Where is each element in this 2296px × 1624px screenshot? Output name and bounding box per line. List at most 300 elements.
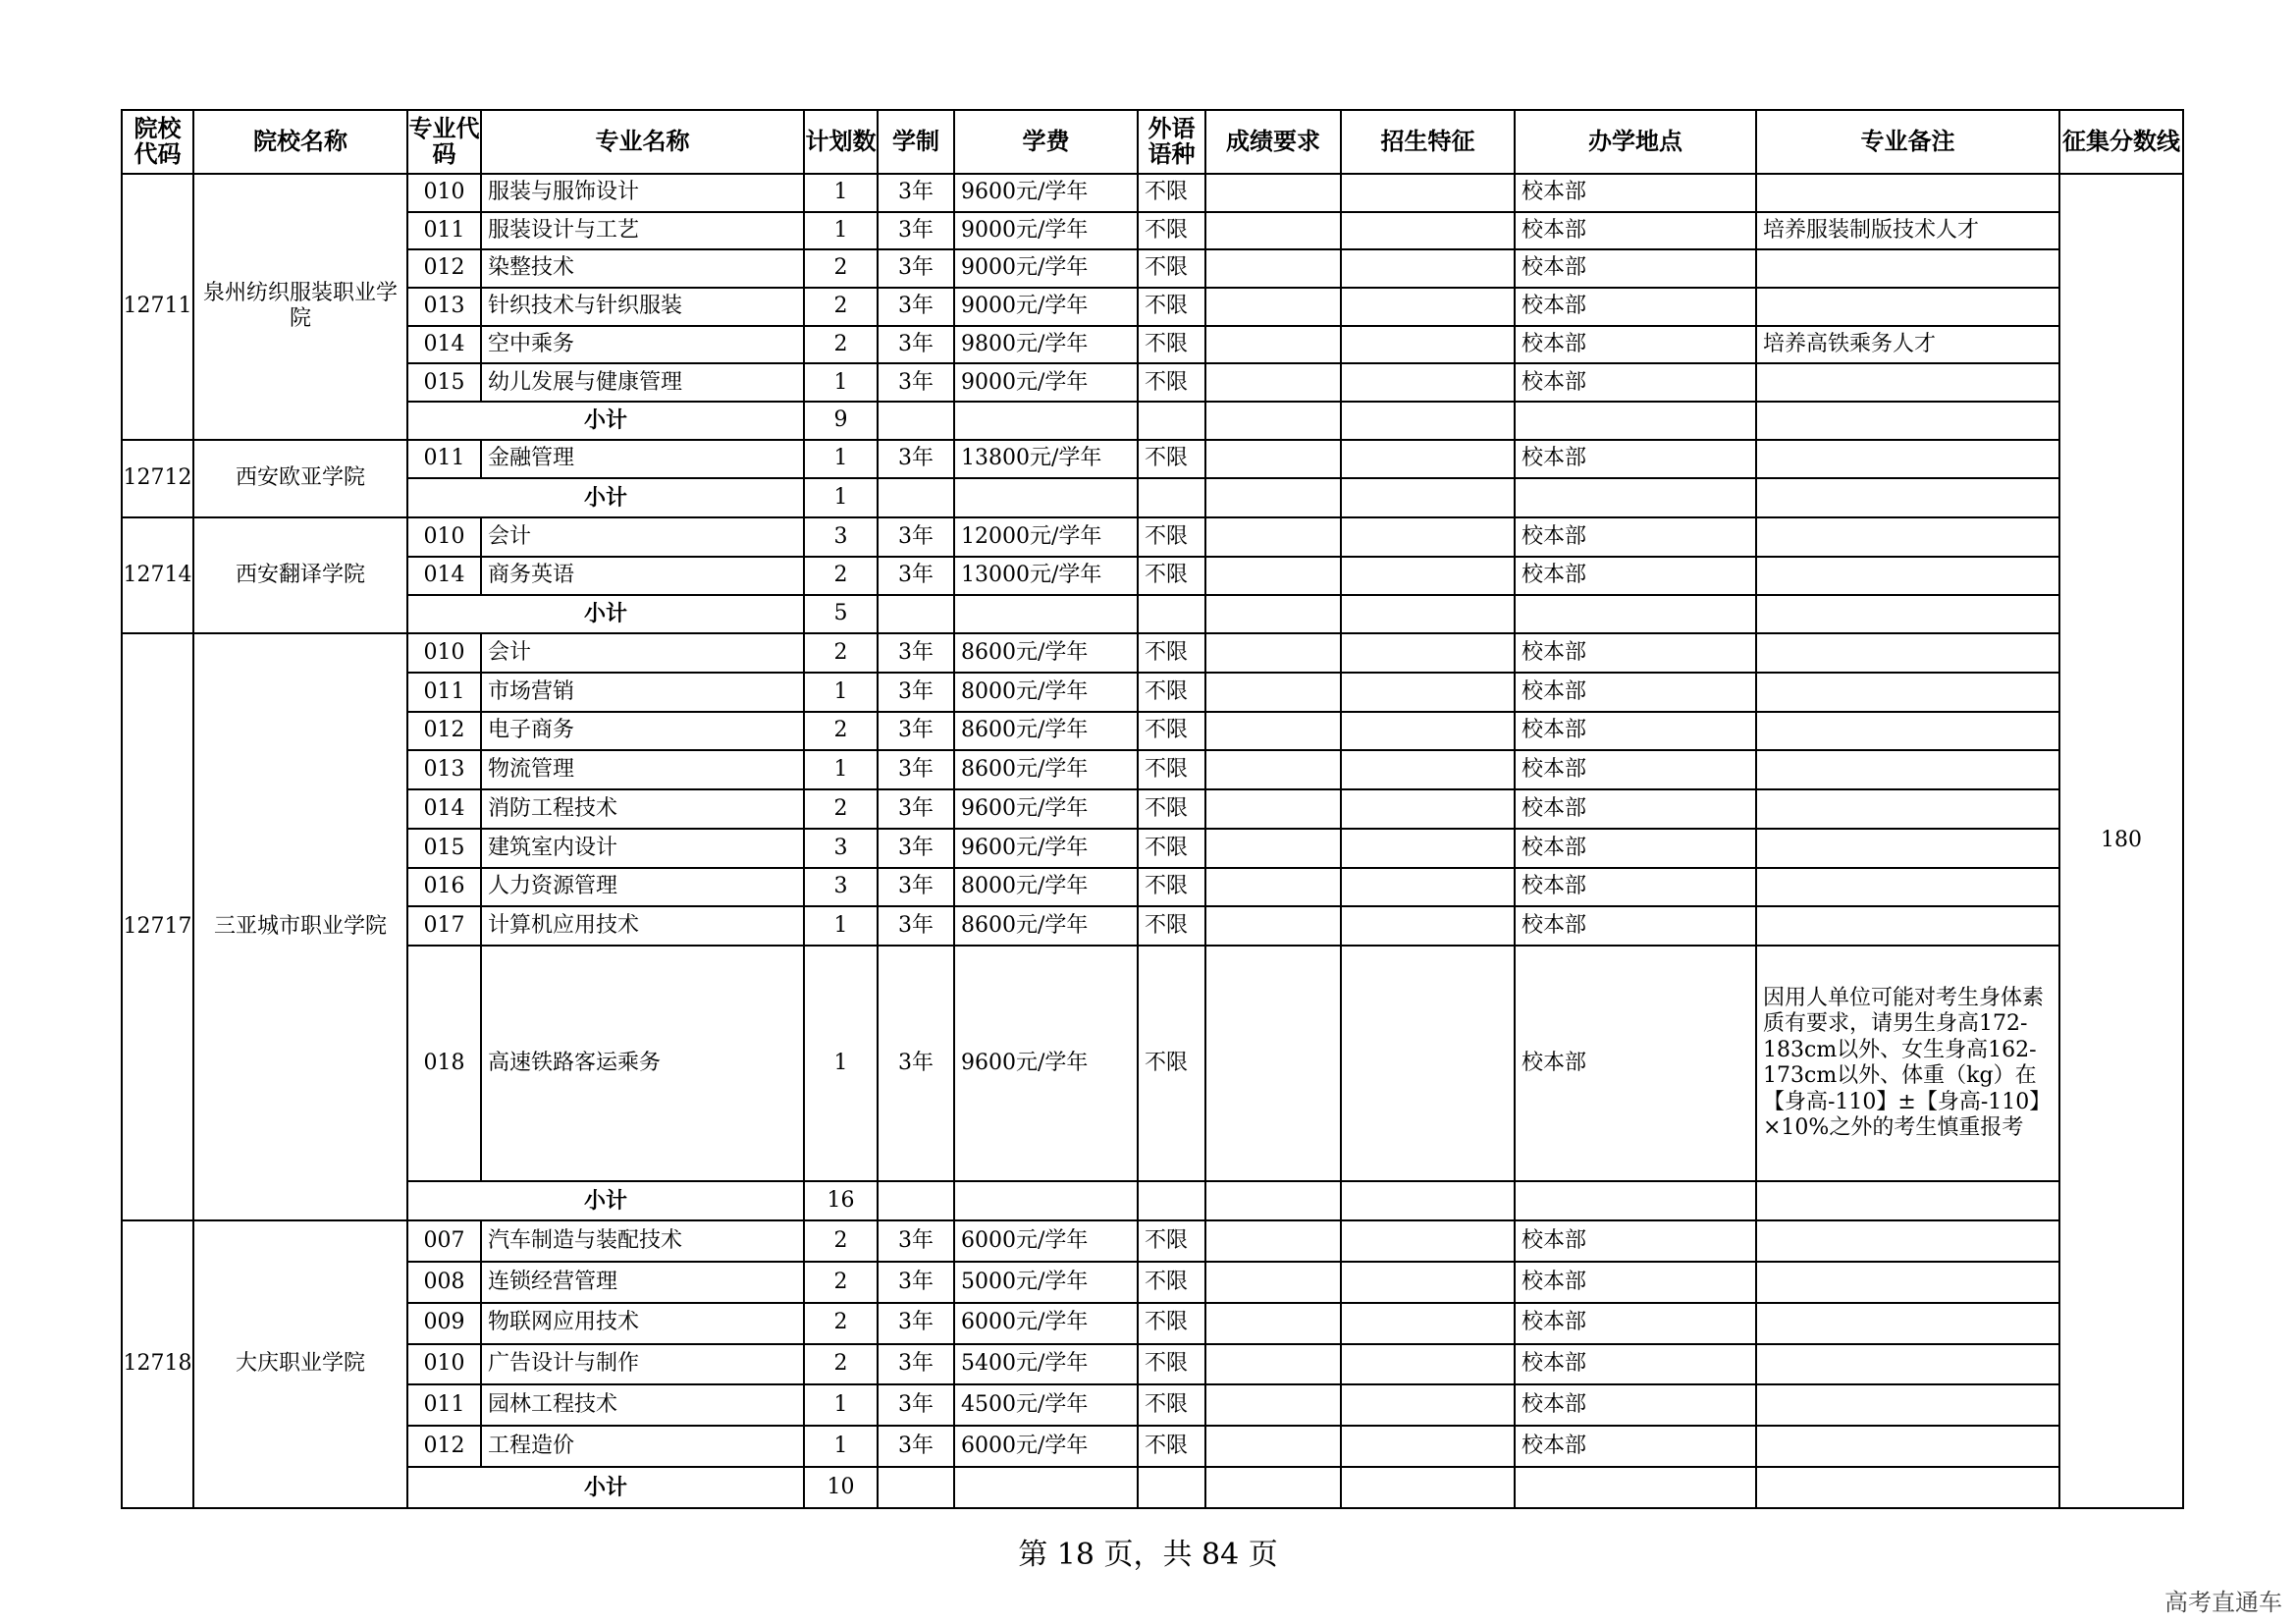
score-requirement [1205, 1344, 1341, 1385]
major-name: 服装与服饰设计 [481, 174, 804, 212]
duration: 3年 [878, 789, 954, 829]
header-features: 招生特征 [1341, 110, 1515, 174]
header-score-requirement: 成绩要求 [1205, 110, 1341, 174]
subtotal-label: 小计 [407, 595, 804, 634]
enrollment-feature [1341, 946, 1515, 1181]
plan-count: 2 [804, 288, 878, 326]
subtotal-label: 小计 [407, 1181, 804, 1220]
major-code: 016 [407, 868, 481, 907]
location: 校本部 [1515, 363, 1756, 402]
table-row [122, 633, 2183, 673]
subtotal-label: 小计 [407, 402, 804, 440]
major-remark [1756, 440, 2059, 479]
tuition: 8000元/学年 [954, 868, 1138, 907]
header-location: 办学地点 [1515, 110, 1756, 174]
enrollment-feature [1341, 1262, 1515, 1303]
table-row [122, 288, 2183, 326]
major-remark [1756, 1262, 2059, 1303]
table-row [122, 363, 2183, 402]
subtotal-label: 小计 [407, 1467, 804, 1508]
table-row [122, 829, 2183, 868]
empty-cell [1515, 1467, 1756, 1508]
location: 校本部 [1515, 673, 1756, 712]
location: 校本部 [1515, 1384, 1756, 1426]
score-requirement [1205, 906, 1341, 946]
empty-cell [1515, 402, 1756, 440]
table-row [122, 326, 2183, 364]
location: 校本部 [1515, 906, 1756, 946]
plan-count: 2 [804, 1262, 878, 1303]
tuition: 8600元/学年 [954, 712, 1138, 751]
major-remark [1756, 712, 2059, 751]
major-remark [1756, 1303, 2059, 1344]
school-name: 三亚城市职业学院 [193, 633, 407, 1220]
location: 校本部 [1515, 712, 1756, 751]
major-remark [1756, 557, 2059, 595]
school-code: 12711 [122, 174, 193, 440]
plan-count: 2 [804, 1303, 878, 1344]
major-code: 012 [407, 712, 481, 751]
empty-cell [1138, 1181, 1205, 1220]
plan-count: 1 [804, 906, 878, 946]
header-tuition: 学费 [954, 110, 1138, 174]
plan-count: 1 [804, 946, 878, 1181]
header-plan: 计划数 [804, 110, 878, 174]
subtotal-value: 5 [804, 595, 878, 634]
duration: 3年 [878, 326, 954, 364]
major-code: 007 [407, 1220, 481, 1262]
plan-count: 2 [804, 557, 878, 595]
subtotal-label: 小计 [407, 478, 804, 517]
enrollment-feature [1341, 174, 1515, 212]
language: 不限 [1138, 249, 1205, 288]
major-remark [1756, 868, 2059, 907]
empty-cell [1205, 1181, 1341, 1220]
table-row [122, 1384, 2183, 1426]
plan-count: 2 [804, 249, 878, 288]
empty-cell [1756, 402, 2059, 440]
subtotal-row [122, 402, 2183, 440]
language: 不限 [1138, 868, 1205, 907]
language: 不限 [1138, 712, 1205, 751]
plan-count: 1 [804, 1384, 878, 1426]
language: 不限 [1138, 1344, 1205, 1385]
duration: 3年 [878, 868, 954, 907]
duration: 3年 [878, 673, 954, 712]
language: 不限 [1138, 440, 1205, 479]
enrollment-feature [1341, 326, 1515, 364]
major-code: 009 [407, 1303, 481, 1344]
tuition: 5000元/学年 [954, 1262, 1138, 1303]
major-remark: 因用人单位可能对考生身体素质有要求，请男生身高172-183cm以外、女生身高162-173cm以外、体重（kg）在【身高-110】±【身高-110】×10%之外的考生慎重报考 [1756, 946, 2059, 1181]
enrollment-feature [1341, 249, 1515, 288]
enrollment-feature [1341, 557, 1515, 595]
major-name: 物联网应用技术 [481, 1303, 804, 1344]
duration: 3年 [878, 1426, 954, 1467]
location: 校本部 [1515, 946, 1756, 1181]
tuition: 9000元/学年 [954, 249, 1138, 288]
header-school-code: 院校代码 [122, 110, 193, 174]
empty-cell [1205, 595, 1341, 634]
language: 不限 [1138, 633, 1205, 673]
header-duration: 学制 [878, 110, 954, 174]
score-requirement [1205, 288, 1341, 326]
subtotal-row [122, 1467, 2183, 1508]
empty-cell [954, 402, 1138, 440]
language: 不限 [1138, 174, 1205, 212]
school-name: 西安欧亚学院 [193, 440, 407, 517]
header-major-code: 专业代码 [407, 110, 481, 174]
duration: 3年 [878, 906, 954, 946]
empty-cell [1515, 595, 1756, 634]
table-row [122, 750, 2183, 789]
major-remark [1756, 1220, 2059, 1262]
enrollment-feature [1341, 633, 1515, 673]
enrollment-feature [1341, 363, 1515, 402]
enrollment-feature [1341, 829, 1515, 868]
score-requirement [1205, 212, 1341, 250]
duration: 3年 [878, 174, 954, 212]
language: 不限 [1138, 288, 1205, 326]
tuition: 13800元/学年 [954, 440, 1138, 479]
score-requirement [1205, 363, 1341, 402]
duration: 3年 [878, 288, 954, 326]
tuition: 8600元/学年 [954, 633, 1138, 673]
language: 不限 [1138, 1220, 1205, 1262]
enrollment-feature [1341, 1220, 1515, 1262]
major-name: 物流管理 [481, 750, 804, 789]
duration: 3年 [878, 1384, 954, 1426]
plan-count: 3 [804, 868, 878, 907]
major-name: 消防工程技术 [481, 789, 804, 829]
major-code: 010 [407, 1344, 481, 1385]
location: 校本部 [1515, 1344, 1756, 1385]
language: 不限 [1138, 906, 1205, 946]
major-remark [1756, 363, 2059, 402]
empty-cell [1515, 478, 1756, 517]
major-name: 人力资源管理 [481, 868, 804, 907]
header-cutoff: 征集分数线 [2059, 110, 2183, 174]
language: 不限 [1138, 1262, 1205, 1303]
table-row [122, 174, 2183, 212]
table-row [122, 1220, 2183, 1262]
table-row [122, 1262, 2183, 1303]
table-row [122, 517, 2183, 557]
major-name: 针织技术与针织服装 [481, 288, 804, 326]
major-remark [1756, 517, 2059, 557]
plan-count: 1 [804, 174, 878, 212]
language: 不限 [1138, 946, 1205, 1181]
tuition: 8600元/学年 [954, 906, 1138, 946]
major-remark [1756, 1426, 2059, 1467]
major-code: 015 [407, 363, 481, 402]
major-code: 013 [407, 750, 481, 789]
major-name: 广告设计与制作 [481, 1344, 804, 1385]
major-name: 会计 [481, 633, 804, 673]
major-code: 011 [407, 1384, 481, 1426]
major-name: 染整技术 [481, 249, 804, 288]
enrollment-feature [1341, 789, 1515, 829]
empty-cell [1138, 478, 1205, 517]
empty-cell [1138, 402, 1205, 440]
enrollment-feature [1341, 1303, 1515, 1344]
location: 校本部 [1515, 633, 1756, 673]
subtotal-row [122, 478, 2183, 517]
tuition: 5400元/学年 [954, 1344, 1138, 1385]
plan-count: 2 [804, 712, 878, 751]
subtotal-row [122, 595, 2183, 634]
language: 不限 [1138, 750, 1205, 789]
major-remark: 培养高铁乘务人才 [1756, 326, 2059, 364]
major-remark [1756, 829, 2059, 868]
tuition: 6000元/学年 [954, 1303, 1138, 1344]
table-row [122, 673, 2183, 712]
location: 校本部 [1515, 326, 1756, 364]
empty-cell [878, 1181, 954, 1220]
empty-cell [1341, 402, 1515, 440]
language: 不限 [1138, 829, 1205, 868]
major-code: 010 [407, 517, 481, 557]
header-language: 外语语种 [1138, 110, 1205, 174]
major-name: 电子商务 [481, 712, 804, 751]
major-code: 012 [407, 249, 481, 288]
major-name: 金融管理 [481, 440, 804, 479]
score-requirement [1205, 712, 1341, 751]
location: 校本部 [1515, 174, 1756, 212]
major-code: 014 [407, 789, 481, 829]
major-name: 汽车制造与装配技术 [481, 1220, 804, 1262]
empty-cell [1515, 1181, 1756, 1220]
plan-count: 2 [804, 789, 878, 829]
score-requirement [1205, 829, 1341, 868]
score-requirement [1205, 326, 1341, 364]
language: 不限 [1138, 673, 1205, 712]
score-requirement [1205, 249, 1341, 288]
major-remark [1756, 633, 2059, 673]
score-requirement [1205, 789, 1341, 829]
subtotal-value: 10 [804, 1467, 878, 1508]
score-requirement [1205, 1262, 1341, 1303]
plan-count: 3 [804, 829, 878, 868]
school-name: 西安翻译学院 [193, 517, 407, 633]
major-name: 市场营销 [481, 673, 804, 712]
empty-cell [1756, 478, 2059, 517]
duration: 3年 [878, 946, 954, 1181]
table-row [122, 557, 2183, 595]
tuition: 4500元/学年 [954, 1384, 1138, 1426]
plan-count: 1 [804, 363, 878, 402]
major-remark [1756, 750, 2059, 789]
major-code: 014 [407, 326, 481, 364]
school-code: 12717 [122, 633, 193, 1220]
empty-cell [1341, 1181, 1515, 1220]
empty-cell [954, 1181, 1138, 1220]
enrollment-feature [1341, 712, 1515, 751]
tuition: 6000元/学年 [954, 1220, 1138, 1262]
location: 校本部 [1515, 868, 1756, 907]
duration: 3年 [878, 750, 954, 789]
major-code: 013 [407, 288, 481, 326]
major-remark [1756, 1384, 2059, 1426]
empty-cell [1138, 1467, 1205, 1508]
table-row [122, 212, 2183, 250]
empty-cell [1341, 595, 1515, 634]
plan-count: 3 [804, 517, 878, 557]
empty-cell [1205, 1467, 1341, 1508]
plan-count: 2 [804, 633, 878, 673]
location: 校本部 [1515, 1303, 1756, 1344]
major-remark [1756, 249, 2059, 288]
plan-count: 1 [804, 673, 878, 712]
header-major-name: 专业名称 [481, 110, 804, 174]
subtotal-value: 16 [804, 1181, 878, 1220]
watermark: 高考直通车 [2164, 1589, 2282, 1616]
major-code: 010 [407, 633, 481, 673]
tuition: 9600元/学年 [954, 174, 1138, 212]
empty-cell [954, 1467, 1138, 1508]
major-remark [1756, 288, 2059, 326]
tuition: 9600元/学年 [954, 789, 1138, 829]
enrollment-feature [1341, 868, 1515, 907]
major-name: 会计 [481, 517, 804, 557]
enrollment-feature [1341, 1426, 1515, 1467]
language: 不限 [1138, 1384, 1205, 1426]
score-requirement [1205, 1426, 1341, 1467]
plan-count: 2 [804, 326, 878, 364]
language: 不限 [1138, 1426, 1205, 1467]
major-code: 011 [407, 212, 481, 250]
major-remark [1756, 673, 2059, 712]
location: 校本部 [1515, 1426, 1756, 1467]
subtotal-row [122, 1181, 2183, 1220]
score-requirement [1205, 440, 1341, 479]
major-name: 高速铁路客运乘务 [481, 946, 804, 1181]
table-row [122, 440, 2183, 479]
duration: 3年 [878, 440, 954, 479]
table-row [122, 1303, 2183, 1344]
enrollment-feature [1341, 1344, 1515, 1385]
location: 校本部 [1515, 288, 1756, 326]
major-remark [1756, 789, 2059, 829]
major-code: 011 [407, 673, 481, 712]
plan-count: 1 [804, 1426, 878, 1467]
major-remark [1756, 174, 2059, 212]
empty-cell [1138, 595, 1205, 634]
empty-cell [1205, 478, 1341, 517]
language: 不限 [1138, 326, 1205, 364]
major-name: 幼儿发展与健康管理 [481, 363, 804, 402]
page-footer: 第 18 页，共 84 页 [1018, 1538, 1278, 1572]
score-requirement [1205, 868, 1341, 907]
score-requirement [1205, 633, 1341, 673]
major-code: 008 [407, 1262, 481, 1303]
school-name: 大庆职业学院 [193, 1220, 407, 1508]
school-code: 12714 [122, 517, 193, 633]
empty-cell [1756, 1467, 2059, 1508]
enrollment-feature [1341, 1384, 1515, 1426]
major-code: 017 [407, 906, 481, 946]
major-code: 014 [407, 557, 481, 595]
score-requirement [1205, 1384, 1341, 1426]
subtotal-value: 9 [804, 402, 878, 440]
location: 校本部 [1515, 1262, 1756, 1303]
duration: 3年 [878, 1344, 954, 1385]
header-remarks: 专业备注 [1756, 110, 2059, 174]
table-row [122, 868, 2183, 907]
language: 不限 [1138, 557, 1205, 595]
language: 不限 [1138, 1303, 1205, 1344]
empty-cell [954, 478, 1138, 517]
major-name: 服装设计与工艺 [481, 212, 804, 250]
tuition: 9600元/学年 [954, 829, 1138, 868]
duration: 3年 [878, 212, 954, 250]
score-requirement [1205, 557, 1341, 595]
admission-table [121, 109, 2184, 1509]
language: 不限 [1138, 212, 1205, 250]
location: 校本部 [1515, 750, 1756, 789]
duration: 3年 [878, 557, 954, 595]
major-code: 015 [407, 829, 481, 868]
enrollment-feature [1341, 517, 1515, 557]
major-name: 商务英语 [481, 557, 804, 595]
enrollment-feature [1341, 288, 1515, 326]
table-row [122, 249, 2183, 288]
empty-cell [1205, 402, 1341, 440]
location: 校本部 [1515, 249, 1756, 288]
score-requirement [1205, 1303, 1341, 1344]
tuition: 12000元/学年 [954, 517, 1138, 557]
location: 校本部 [1515, 440, 1756, 479]
empty-cell [878, 1467, 954, 1508]
enrollment-feature [1341, 673, 1515, 712]
table-row [122, 712, 2183, 751]
major-name: 计算机应用技术 [481, 906, 804, 946]
subtotal-value: 1 [804, 478, 878, 517]
duration: 3年 [878, 633, 954, 673]
location: 校本部 [1515, 212, 1756, 250]
table-row [122, 946, 2183, 1181]
school-code: 12718 [122, 1220, 193, 1508]
duration: 3年 [878, 1262, 954, 1303]
location: 校本部 [1515, 789, 1756, 829]
tuition: 13000元/学年 [954, 557, 1138, 595]
score-requirement [1205, 174, 1341, 212]
empty-cell [1341, 1467, 1515, 1508]
duration: 3年 [878, 517, 954, 557]
major-remark [1756, 1344, 2059, 1385]
empty-cell [1756, 595, 2059, 634]
duration: 3年 [878, 363, 954, 402]
location: 校本部 [1515, 829, 1756, 868]
tuition: 9800元/学年 [954, 326, 1138, 364]
duration: 3年 [878, 249, 954, 288]
score-requirement [1205, 1220, 1341, 1262]
school-code: 12712 [122, 440, 193, 517]
language: 不限 [1138, 789, 1205, 829]
major-code: 018 [407, 946, 481, 1181]
score-requirement [1205, 673, 1341, 712]
enrollment-feature [1341, 440, 1515, 479]
empty-cell [878, 478, 954, 517]
tuition: 9600元/学年 [954, 946, 1138, 1181]
empty-cell [1756, 1181, 2059, 1220]
empty-cell [954, 595, 1138, 634]
header-school-name: 院校名称 [193, 110, 407, 174]
major-remark: 培养服装制版技术人才 [1756, 212, 2059, 250]
tuition: 9000元/学年 [954, 288, 1138, 326]
major-code: 012 [407, 1426, 481, 1467]
score-requirement [1205, 946, 1341, 1181]
